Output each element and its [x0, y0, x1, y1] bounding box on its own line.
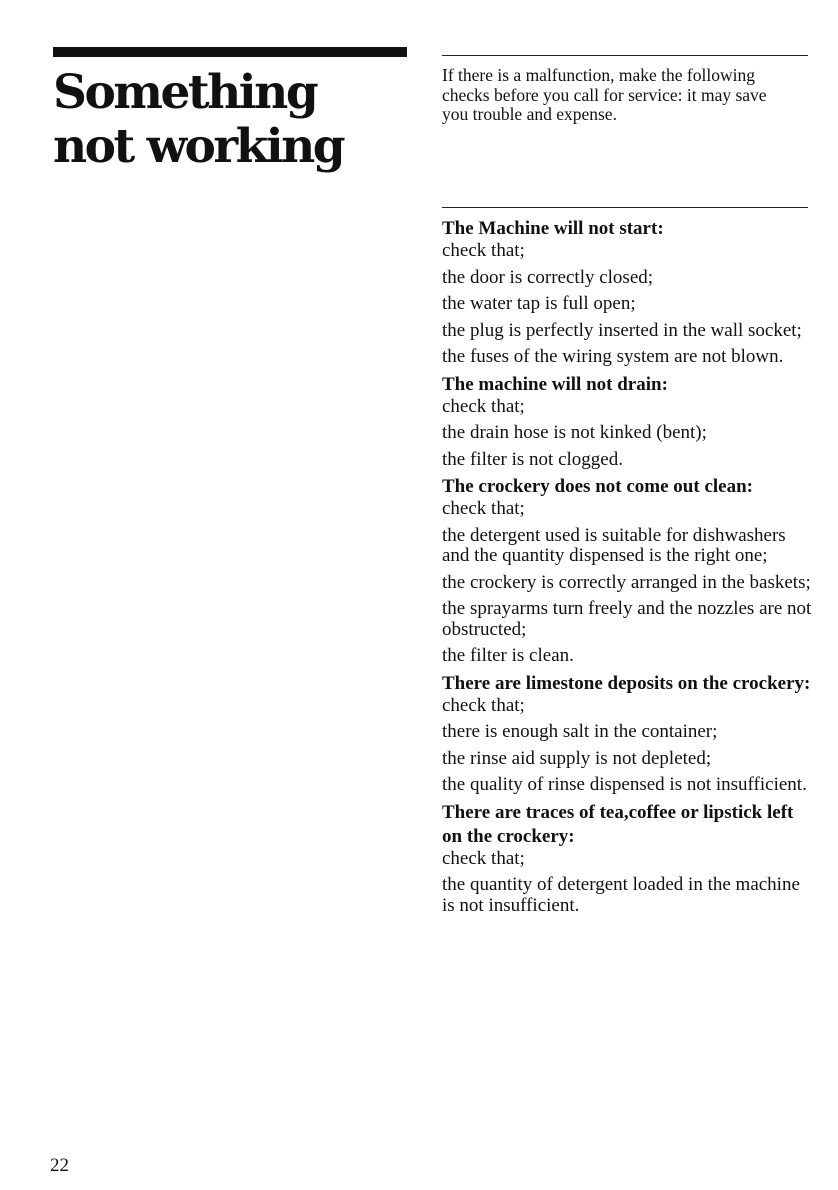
section-heading: The machine will not drain:: [442, 373, 668, 395]
troubleshooting-section: [442, 217, 812, 368]
check-list: [442, 696, 812, 796]
check-item: the drain hose is not kinked (bent);: [442, 422, 707, 443]
check-item: check that;: [442, 847, 525, 869]
check-item: check that;: [442, 240, 525, 261]
page-number: 22: [50, 1155, 69, 1176]
check-item: the quality of rinse dispensed is not insufficient.: [442, 774, 807, 795]
check-item: there is enough salt in the container;: [442, 721, 718, 742]
intro-paragraph: If there is a malfunction, make the following checks before you call for service: it may save you trouble and expense.: [442, 65, 767, 124]
troubleshooting-section: [442, 475, 812, 667]
check-item: the plug is perfectly inserted in the wall socket;: [442, 319, 802, 341]
check-list: [442, 849, 812, 917]
section-heading: There are traces of tea,coffee or lipstick left on the crockery:: [442, 801, 794, 847]
section-heading: The Machine will not start:: [442, 218, 664, 239]
check-list: [442, 397, 812, 471]
troubleshooting-list: [442, 217, 812, 921]
check-item: the sprayarms turn freely and the nozzles are not obstructed;: [442, 598, 812, 640]
check-item: the fuses of the wiring system are not blown.: [442, 346, 784, 367]
section-heading: The crockery does not come out clean:: [442, 476, 753, 497]
check-item: check that;: [442, 395, 525, 417]
troubleshooting-section: [442, 373, 812, 471]
title-bar-decoration: [53, 47, 407, 57]
check-item: the water tap is full open;: [442, 293, 636, 314]
check-item: the detergent used is suitable for dishwashers and the quantity dispensed is the right one;: [442, 524, 786, 566]
page-title: [53, 66, 343, 174]
troubleshooting-section: [442, 672, 812, 796]
page-title-line-2: not working: [53, 119, 344, 174]
check-list: [442, 241, 812, 368]
check-item: the filter is not clogged.: [442, 448, 623, 470]
troubleshooting-section: [442, 801, 812, 917]
section-divider: [442, 207, 808, 208]
check-item: the crockery is correctly arranged in the baskets;: [442, 571, 811, 593]
top-divider: [442, 55, 808, 56]
check-item: the filter is clean.: [442, 645, 574, 666]
check-item: check that;: [442, 694, 525, 716]
check-item: the rinse aid supply is not depleted;: [442, 747, 712, 769]
check-item: the quantity of detergent loaded in the machine is not insufficient.: [442, 874, 800, 916]
page-title-line-1: Something: [53, 65, 317, 120]
check-item: check that;: [442, 498, 525, 519]
check-item: the door is correctly closed;: [442, 266, 654, 288]
section-heading: There are limestone deposits on the crockery:: [442, 672, 811, 694]
check-list: [442, 499, 812, 667]
